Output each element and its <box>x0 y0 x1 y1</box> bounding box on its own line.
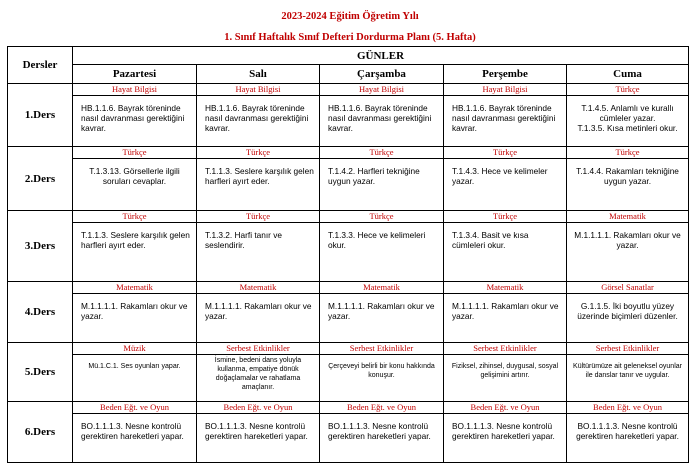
table-row <box>8 211 689 282</box>
outcome-text: T.1.1.3. Seslere karşılık gelen harfleri ayırt eder. <box>81 230 190 251</box>
subject-label: Türkçe <box>567 147 688 159</box>
subject-label: Türkçe <box>567 84 688 96</box>
subject-label: Matematik <box>197 282 319 294</box>
outcome-text: Çerçeveyi belirli bir konu hakkında konuşur. <box>328 362 435 379</box>
lesson-cell <box>73 342 197 402</box>
outcome-text: HB.1.1.6. Bayrak töreninde nasıl davranması gerektiğini kavrar. <box>81 103 185 133</box>
lesson-cell <box>320 146 444 211</box>
lesson-cell <box>567 402 689 463</box>
lesson-cell <box>197 342 320 402</box>
subject-label: Matematik <box>320 282 443 294</box>
outcome-text: T.1.3.13. Görsellerle ilgili soruları cevaplar. <box>89 165 180 186</box>
outcome-text: T.1.4.2. Harfleri tekniğine uygun yazar. <box>328 165 420 186</box>
outcome-text: M.1.1.1.1. Rakamları okur ve yazar. <box>574 230 681 251</box>
lesson-cell <box>320 342 444 402</box>
lesson-label: 3.Ders <box>8 211 73 282</box>
lesson-cell <box>444 342 567 402</box>
subject-label: Müzik <box>73 343 196 355</box>
subject-label: Beden Eğt. ve Oyun <box>444 402 566 414</box>
subject-label: Serbest Etkinlikler <box>197 343 319 355</box>
table-row <box>8 146 689 211</box>
day-header: Pazartesi <box>73 65 197 84</box>
lesson-cell <box>444 282 567 343</box>
outcome-text: M.1.1.1.1. Rakamları okur ve yazar. <box>81 301 188 322</box>
lesson-cell <box>73 402 197 463</box>
subject-label: Serbest Etkinlikler <box>444 343 566 355</box>
subject-label: Matematik <box>567 211 688 223</box>
lesson-label: 2.Ders <box>8 146 73 211</box>
table-row <box>8 84 689 147</box>
subject-label: Türkçe <box>444 211 566 223</box>
subject-label: Hayat Bilgisi <box>444 84 566 96</box>
subject-label: Matematik <box>444 282 566 294</box>
lesson-label: 4.Ders <box>8 282 73 343</box>
outcome-text: T.1.3.3. Hece ve kelimeleri okur. <box>328 230 426 251</box>
outcome-text: Mü.1.C.1. Ses oyunları yapar. <box>88 362 181 370</box>
outcome-text: BO.1.1.1.3. Nesne kontrolü gerektiren hareketleri yapar. <box>452 421 555 442</box>
day-header: Salı <box>197 65 320 84</box>
lesson-cell <box>567 84 689 147</box>
lesson-cell <box>320 84 444 147</box>
outcome-text: İsmine, bedeni dans yoluyla kullanma, empatiye dönük doğaçlamalar ve rahatlama amaçlanır. <box>214 356 302 391</box>
subject-label: Serbest Etkinlikler <box>567 343 688 355</box>
subject-label: Hayat Bilgisi <box>73 84 196 96</box>
lesson-cell <box>567 282 689 343</box>
gunler-header: GÜNLER <box>73 47 689 65</box>
outcome-text: HB.1.1.6. Bayrak töreninde nasıl davranması gerektiğini kavrar. <box>205 103 309 133</box>
table-row <box>8 402 689 463</box>
outcome-text: HB.1.1.6. Bayrak töreninde nasıl davranması gerektiğini kavrar. <box>328 103 432 133</box>
lesson-cell <box>444 211 567 282</box>
subject-label: Türkçe <box>320 147 443 159</box>
subject-label: Serbest Etkinlikler <box>320 343 443 355</box>
lesson-cell <box>73 282 197 343</box>
lesson-cell <box>73 84 197 147</box>
subject-label: Hayat Bilgisi <box>197 84 319 96</box>
subject-label: Beden Eğt. ve Oyun <box>197 402 319 414</box>
subject-label: Beden Eğt. ve Oyun <box>73 402 196 414</box>
subject-label: Türkçe <box>444 147 566 159</box>
lesson-cell <box>320 402 444 463</box>
lesson-label: 6.Ders <box>8 402 73 463</box>
schedule-table <box>7 46 689 463</box>
outcome-text: T.1.4.5. Anlamlı ve kurallı cümleler yazar. T.1.3.5. Kısa metinleri okur. <box>577 103 678 133</box>
day-header: Cuma <box>567 65 689 84</box>
outcome-text: M.1.1.1.1. Rakamları okur ve yazar. <box>328 301 435 322</box>
outcome-text: Fiziksel, zihinsel, duygusal, sosyal gelişimini artırır. <box>451 362 559 379</box>
lesson-cell <box>73 211 197 282</box>
subject-label: Türkçe <box>320 211 443 223</box>
lesson-cell <box>567 211 689 282</box>
day-header: Çarşamba <box>320 65 444 84</box>
subject-label: Türkçe <box>197 147 319 159</box>
outcome-text: T.1.4.3. Hece ve kelimeler yazar. <box>452 165 548 186</box>
lesson-cell <box>197 146 320 211</box>
outcome-text: BO.1.1.1.3. Nesne kontrolü gerektiren hareketleri yapar. <box>576 421 679 442</box>
subject-label: Türkçe <box>73 147 196 159</box>
lesson-label: 5.Ders <box>8 342 73 402</box>
subject-label: Hayat Bilgisi <box>320 84 443 96</box>
subject-label: Beden Eğt. ve Oyun <box>567 402 688 414</box>
table-row <box>8 282 689 343</box>
subject-label: Görsel Sanatlar <box>567 282 688 294</box>
page-subtitle: 1. Sınıf Haftalık Sınıf Defteri Dordurma Planı (5. Hafta) <box>224 32 476 43</box>
outcome-text: HB.1.1.6. Bayrak töreninde nasıl davranması gerektiğini kavrar. <box>452 103 556 133</box>
lesson-cell <box>567 342 689 402</box>
lesson-cell <box>444 146 567 211</box>
outcome-text: BO.1.1.1.3. Nesne kontrolü gerektiren hareketleri yapar. <box>81 421 184 442</box>
outcome-text: M.1.1.1.1. Rakamları okur ve yazar. <box>205 301 312 322</box>
outcome-text: M.1.1.1.1. Rakamları okur ve yazar. <box>452 301 559 322</box>
lesson-cell <box>320 211 444 282</box>
subject-label: Türkçe <box>197 211 319 223</box>
outcome-text: BO.1.1.1.3. Nesne kontrolü gerektiren hareketleri yapar. <box>205 421 308 442</box>
lesson-cell <box>320 282 444 343</box>
subject-label: Matematik <box>73 282 196 294</box>
lesson-cell <box>73 146 197 211</box>
outcome-text: T.1.1.3. Seslere karşılık gelen harfleri ayırt eder. <box>205 165 314 186</box>
lesson-cell <box>197 211 320 282</box>
dersler-header: Dersler <box>8 47 73 84</box>
lesson-cell <box>444 402 567 463</box>
outcome-text: Kültürümüze ait geleneksel oyunlar ile danslar tanır ve uygular. <box>573 362 682 379</box>
lesson-cell <box>197 402 320 463</box>
subject-label: Türkçe <box>73 211 196 223</box>
lesson-label: 1.Ders <box>8 84 73 147</box>
outcome-text: T.1.3.2. Harfi tanır ve seslendirir. <box>205 230 283 251</box>
lesson-cell <box>197 282 320 343</box>
outcome-text: T.1.4.4. Rakamları tekniğine uygun yazar. <box>576 165 679 186</box>
lesson-cell <box>444 84 567 147</box>
table-row <box>8 342 689 402</box>
outcome-text: BO.1.1.1.3. Nesne kontrolü gerektiren hareketleri yapar. <box>328 421 431 442</box>
day-header: Perşembe <box>444 65 567 84</box>
outcome-text: T.1.3.4. Basit ve kısa cümleleri okur. <box>452 230 529 251</box>
page-title: 2023-2024 Eğitim Öğretim Yılı <box>281 11 419 22</box>
lesson-cell <box>567 146 689 211</box>
outcome-text: G.1.1.5. İki boyutlu yüzey üzerinde biçimleri düzenler. <box>577 301 678 322</box>
subject-label: Beden Eğt. ve Oyun <box>320 402 443 414</box>
lesson-cell <box>197 84 320 147</box>
